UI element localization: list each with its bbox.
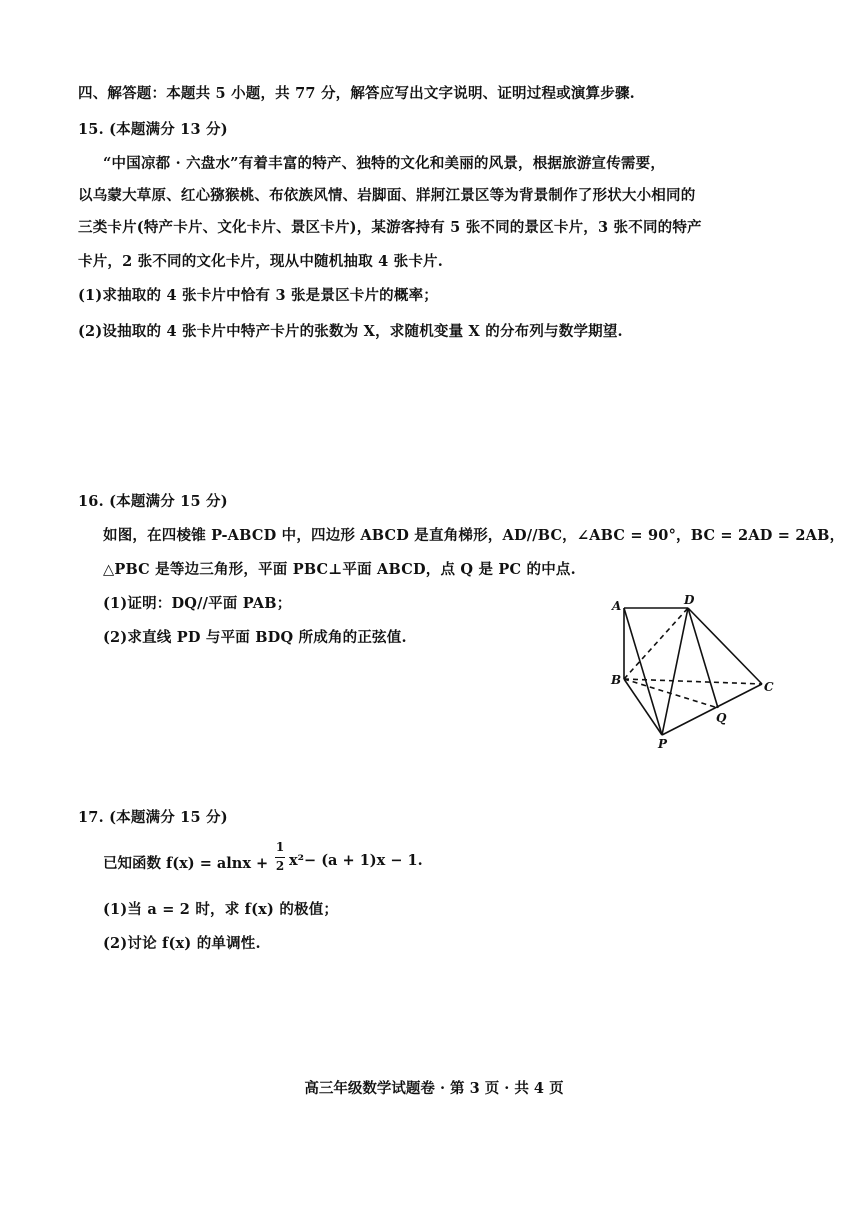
label-P: P xyxy=(658,737,668,751)
q15-line-2: 以乌蒙大草原、红心猕猴桃、布依族风情、岩脚面、牂牁江景区等为背景制作了形状大小相同的 xyxy=(78,187,696,204)
q17-heading: 17. (本题满分 15 分) xyxy=(78,809,228,826)
q17-part-1: (1)当 a = 2 时，求 f(x) 的极值； xyxy=(103,901,339,918)
fraction-bar xyxy=(275,857,285,858)
q15-line-1: “中国凉都 · 六盘水”有着丰富的特产、独特的文化和美丽的风景，根据旅游宣传需要， xyxy=(103,155,666,172)
label-B: B xyxy=(611,673,622,687)
label-Q: Q xyxy=(716,711,727,725)
q15-line-3: 三类卡片(特产卡片、文化卡片、景区卡片)，某游客持有 5 张不同的景区卡片，3 张不同的特产 xyxy=(78,219,702,236)
fraction-denominator: 2 xyxy=(275,859,285,873)
q16-line-1: 如图，在四棱锥 P-ABCD 中，四边形 ABCD 是直角梯形，AD//BC，∠ABC = 90°，BC = 2AD = 2AB， xyxy=(103,527,845,544)
formula-suffix: x²− (a + 1)x − 1. xyxy=(289,852,423,869)
formula-prefix: 已知函数 f(x) = alnx + xyxy=(103,855,269,872)
section-header: 四、解答题：本题共 5 小题，共 77 分，解答应写出文字说明、证明过程或演算步骤. xyxy=(78,85,635,102)
q15-line-4: 卡片，2 张不同的文化卡片，现从中随机抽取 4 张卡片. xyxy=(78,253,443,270)
edge-BD-hidden xyxy=(624,608,688,679)
q16-heading: 16. (本题满分 15 分) xyxy=(78,493,228,510)
edge-BQ-hidden xyxy=(624,679,718,708)
page-footer: 高三年级数学试题卷 · 第 3 页 · 共 4 页 xyxy=(304,1080,564,1097)
q17-part-2: (2)讨论 f(x) 的单调性. xyxy=(103,935,261,952)
edge-PC xyxy=(662,684,762,735)
edge-BP xyxy=(624,679,662,735)
q16-part-1: (1)证明：DQ//平面 PAB； xyxy=(103,595,292,612)
fraction-numerator: 1 xyxy=(275,840,285,854)
q16-line-2: △PBC 是等边三角形，平面 PBC⊥平面 ABCD，点 Q 是 PC 的中点. xyxy=(103,561,576,578)
pyramid-figure xyxy=(600,590,800,760)
label-C: C xyxy=(764,680,774,694)
label-D: D xyxy=(684,593,695,607)
label-A: A xyxy=(612,599,622,613)
q15-heading: 15. (本题满分 13 分) xyxy=(78,121,228,138)
q15-part-1: (1)求抽取的 4 张卡片中恰有 3 张是景区卡片的概率； xyxy=(78,287,438,304)
edge-BC-hidden xyxy=(624,679,762,684)
q15-part-2: (2)设抽取的 4 张卡片中特产卡片的张数为 X，求随机变量 X 的分布列与数学期望. xyxy=(78,323,623,340)
q16-part-2: (2)求直线 PD 与平面 BDQ 所成角的正弦值. xyxy=(103,629,407,646)
edge-DP xyxy=(662,608,688,735)
